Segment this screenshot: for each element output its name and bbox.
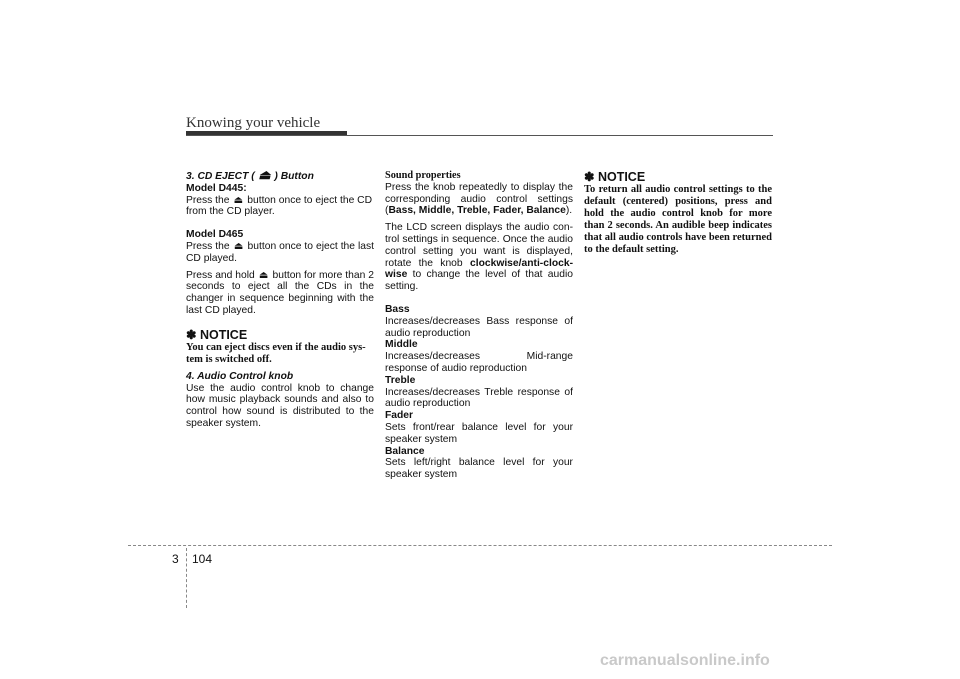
notice-text: To return all audio control settings to the default (centered) positions, press and hold the audio control knob for more than 2 seconds. An audible beep indicates that all audio controls have been returned to the default setting. bbox=[584, 184, 772, 255]
column-2 bbox=[385, 170, 573, 481]
sound-properties-text: Press the knob repeatedly to display the corresponding audio control settings (Bass, Middle, Treble, Fader, Balance). bbox=[385, 181, 573, 217]
fader-text: Sets front/rear balance level for your speaker system bbox=[385, 421, 573, 445]
audio-knob-heading: 4. Audio Control knob bbox=[186, 370, 294, 382]
middle-label: Middle bbox=[385, 339, 418, 351]
bass-text: Increases/decreases Bass response of audio reproduction bbox=[385, 315, 573, 339]
header-rule bbox=[186, 135, 773, 136]
hold-text: Press and hold ⏏ button for more than 2 seconds to eject all the CDs in the changer in sequence beginning with the last CD played. bbox=[186, 269, 374, 316]
fader-label: Fader bbox=[385, 410, 414, 422]
notice-heading: ✽ NOTICE bbox=[584, 170, 646, 184]
d445-text: Press the ⏏ button once to eject the CD from the CD player. bbox=[186, 194, 373, 218]
eject-icon: ⏏ bbox=[258, 269, 269, 281]
bass-label: Bass bbox=[385, 303, 410, 315]
model-d445-label: Model D445: bbox=[186, 182, 247, 194]
footer-divider bbox=[186, 548, 187, 608]
balance-text: Sets left/right balance level for your speaker system bbox=[385, 457, 573, 481]
audio-knob-text: Use the audio control knob to change how music playback sounds and also to control how sound is distributed to the speaker system. bbox=[186, 382, 374, 429]
d465-text: Press the ⏏ button once to eject the last CD played. bbox=[186, 240, 374, 264]
treble-text: Increases/decreases Treble response of audio reproduction bbox=[385, 386, 573, 410]
balance-label: Balance bbox=[385, 445, 425, 457]
treble-label: Treble bbox=[385, 374, 416, 386]
chapter-number: 3 bbox=[172, 552, 179, 566]
watermark: carmanualsonline.info bbox=[600, 652, 770, 669]
column-3 bbox=[584, 170, 772, 256]
eject-icon: ⏏ bbox=[233, 194, 244, 206]
notice-text: You can eject discs even if the audio sys- tem is switched off. bbox=[186, 341, 366, 365]
notice-heading: ✽ NOTICE bbox=[186, 327, 248, 342]
page-header-title: Knowing your vehicle bbox=[186, 115, 321, 131]
sound-properties-heading: Sound properties bbox=[385, 170, 461, 181]
cd-eject-heading: 3. CD EJECT ( ⏏ ) Button bbox=[186, 167, 314, 182]
page-number: 104 bbox=[192, 552, 213, 566]
footer-rule bbox=[128, 545, 832, 546]
model-d465-label: Model D465 bbox=[186, 229, 244, 241]
eject-icon: ⏏ bbox=[233, 240, 244, 252]
lcd-text: The LCD screen displays the audio con- trol settings in sequence. Once the audio control setting you want is displayed, rotate the knob clockwise/anti-clock- wise to change the level of that audio setting. bbox=[385, 222, 573, 293]
middle-text: Increases/decreases Mid-range response of audio reproduction bbox=[385, 351, 573, 374]
eject-icon: ⏏ bbox=[258, 167, 271, 182]
column-1 bbox=[186, 167, 374, 430]
